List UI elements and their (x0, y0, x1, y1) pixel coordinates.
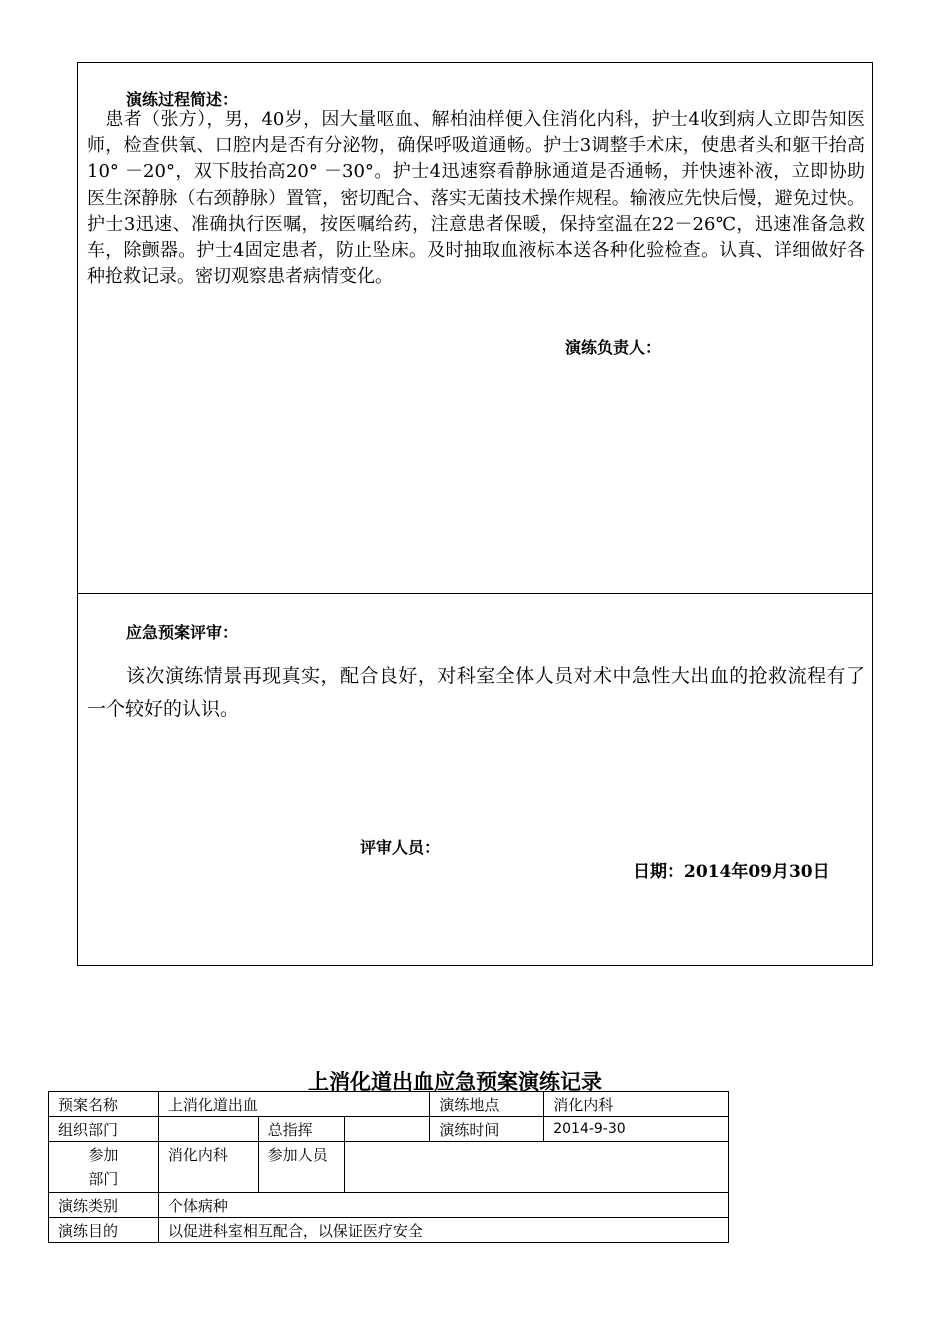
participants-label: 参加人员 (258, 1142, 344, 1193)
plan-name-label: 预案名称 (49, 1092, 159, 1117)
participants-value (344, 1142, 728, 1193)
time-value: 2014-9-30 (544, 1117, 729, 1142)
location-value: 消化内科 (544, 1092, 729, 1117)
plan-review-text: 该次演练情景再现真实，配合良好，对科室全体人员对术中急性大出血的抢救流程有了一个较好的认识。 (87, 665, 865, 720)
table-row (49, 1142, 729, 1193)
purpose-value: 以促进科室相互配合，以保证医疗安全 (158, 1218, 728, 1243)
table-row (49, 1218, 729, 1243)
table-row (49, 1193, 729, 1218)
drill-record-table (48, 1091, 729, 1243)
category-value: 个体病种 (158, 1193, 728, 1218)
dept-label-line-2: 部门 (88, 1170, 119, 1188)
category-label: 演练类别 (49, 1193, 159, 1218)
table-row (49, 1117, 729, 1142)
drill-leader-label: 演练负责人： (565, 338, 662, 357)
dept-label (49, 1142, 159, 1193)
drill-process-heading: 演练过程简述： (126, 90, 239, 109)
record-title: 上消化道出血应急预案演练记录 (308, 1069, 602, 1094)
reviewer-label: 评审人员： (360, 838, 441, 857)
location-label: 演练地点 (430, 1092, 544, 1117)
time-label: 演练时间 (430, 1117, 544, 1142)
drill-process-box (77, 62, 873, 594)
plan-name-value: 上消化道出血 (158, 1092, 430, 1117)
purpose-label: 演练目的 (49, 1218, 159, 1243)
review-date: 日期：2014年09月30日 (633, 862, 830, 882)
commander-label: 总指挥 (258, 1117, 344, 1142)
dept-label-line-1: 参加 (88, 1146, 119, 1164)
org-label: 组织部门 (49, 1117, 159, 1142)
plan-review-heading: 应急预案评审： (126, 623, 239, 642)
org-value (158, 1117, 258, 1142)
dept-value: 消化内科 (158, 1142, 258, 1193)
drill-process-text: 患者（张方），男，40岁，因大量呕血、解柏油样便入住消化内科，护士4收到病人立即告知医师，检查供氧、口腔内是否有分泌物，确保呼吸道通畅。护士3调整手术床，使患者头和躯干抬高10° －20°，双下肢抬高20° －30°。护士4迅速察看静脉通道是否通畅，并快速补液，立即协助医生深静脉（右颈静脉）置管，密切配合、落实无菌技术操作规程。输液应先快后慢，避免过快。护士3迅速、准确执行医嘱，按医嘱给药，注意患者保暖，保持室温在22－26℃，迅速准备急救车，除颤器。护士4固定患者，防止坠床。及时抽取血液标本送各种化验检查。认真、详细做好各种抢救记录。密切观察患者病情变化。 (87, 109, 865, 288)
table-row (49, 1092, 729, 1117)
commander-value (344, 1117, 430, 1142)
plan-review-box (77, 593, 873, 966)
